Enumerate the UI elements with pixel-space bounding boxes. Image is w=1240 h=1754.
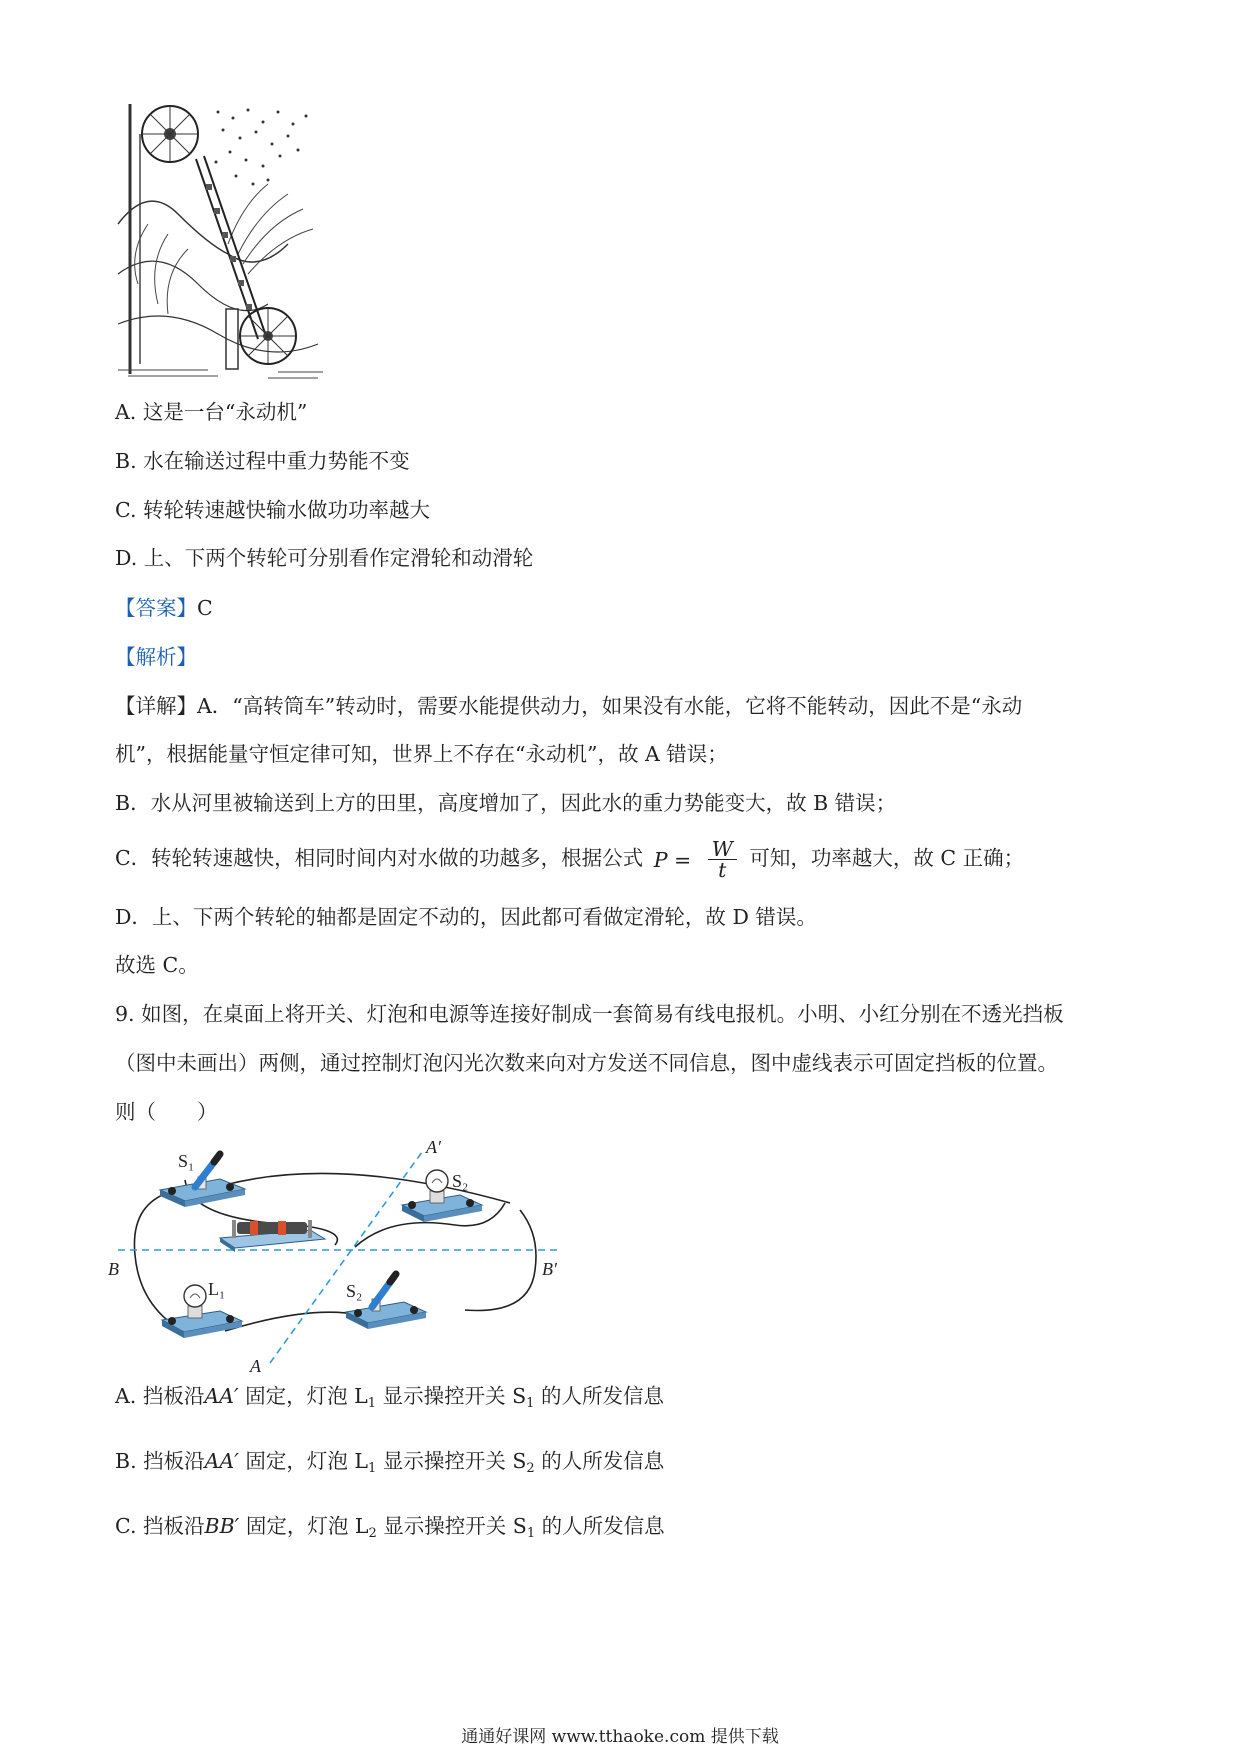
detail-4-pre: C．转轮转速越快，相同时间内对水做的功越多，根据公式 [115, 846, 644, 870]
q9-stem-3: 则（ ） [115, 1100, 218, 1124]
option-a-pre: A. 挡板沿 [115, 1384, 205, 1408]
lamp-l2 [402, 1170, 482, 1222]
label-s2-bottom: S₂ [346, 1281, 363, 1301]
option-b-lamp-sub: 1 [368, 1461, 377, 1476]
label-a-prime: A′ [426, 1137, 441, 1157]
option-a-post: 的人所发信息 [540, 1384, 664, 1408]
label-b: B [108, 1259, 119, 1279]
option-b-post: 的人所发信息 [541, 1449, 665, 1473]
option-a-mid2: 显示操控开关 S [382, 1384, 527, 1408]
option-b-pre: B. 挡板沿 [115, 1449, 205, 1473]
q9-option-c [115, 1512, 665, 1548]
option-a-mid: 固定，灯泡 L [245, 1384, 368, 1408]
footer-watermark: 通通好课网 www.tthaoke.com 提供下载 [461, 1727, 779, 1747]
switch-s1 [160, 1154, 245, 1207]
label-a: A [250, 1356, 261, 1376]
option-c-lamp-sub: 2 [368, 1526, 377, 1541]
option-c-mid: 固定，灯泡 L [245, 1514, 369, 1538]
q8-option-b: B. 水在输送过程中重力势能不变 [115, 449, 410, 473]
option-b-mid: 固定，灯泡 L [245, 1449, 369, 1473]
option-a-axis: AA′ [204, 1384, 239, 1408]
option-a-lamp-sub: 1 [367, 1396, 377, 1411]
answer-tag: 【答案】 [115, 596, 197, 620]
conclusion: 故选 C。 [115, 953, 199, 977]
answer-value: C [197, 596, 213, 620]
detail-line-2: 机”，根据能量守恒定律可知，世界上不存在“永动机”，故 A 错误； [115, 742, 728, 766]
q8-option-a: A. 这是一台“永动机” [115, 400, 308, 424]
formula-lhs: P = [653, 847, 692, 872]
label-l1: L₁ [208, 1279, 226, 1299]
label-b-prime: B′ [542, 1259, 557, 1279]
analysis-tag: 【解析】 [115, 645, 197, 669]
option-c-switch-sub: 1 [526, 1526, 536, 1541]
analysis-heading [115, 643, 197, 671]
battery [220, 1220, 325, 1252]
option-c-pre: C. 挡板沿 [115, 1514, 205, 1538]
label-s2-top: S₂ [452, 1171, 469, 1191]
q8-option-c: C. 转轮转速越快输水做功功率越大 [115, 498, 430, 522]
formula-denominator: t [718, 858, 727, 882]
detail-line-5: D．上、下两个转轮的轴都是固定不动的，因此都可看做定滑轮，故 D 错误。 [115, 905, 817, 929]
option-b-switch-sub: 2 [526, 1461, 535, 1476]
q9-option-b [115, 1447, 664, 1483]
waterwheel-illustration [118, 104, 328, 382]
option-b-axis: AA′ [204, 1449, 239, 1473]
power-formula [708, 839, 737, 880]
q9-option-a [115, 1382, 664, 1418]
telegraph-circuit-diagram [110, 1135, 570, 1375]
q9-stem-1: 9. 如图，在桌面上将开关、灯泡和电源等连接好制成一套简易有线电报机。小明、小红分别在不透光挡板 [115, 1002, 1064, 1026]
detail-4-post: 可知，功率越大，故 C 正确； [749, 846, 1025, 870]
q9-stem-2: （图中未画出）两侧，通过控制灯泡闪光次数来向对方发送不同信息，图中虚线表示可固定挡板的位置。 [115, 1051, 1058, 1075]
option-c-post: 的人所发信息 [541, 1514, 665, 1538]
option-c-axis: BB′ [204, 1514, 240, 1538]
option-a-switch-sub: 1 [526, 1396, 535, 1411]
q8-option-d: D. 上、下两个转轮可分别看作定滑轮和动滑轮 [115, 546, 534, 570]
formula-numerator: W [708, 839, 737, 860]
detail-line-4 [115, 836, 1024, 882]
detail-line-1: 【详解】A．“高转筒车”转动时，需要水能提供动力，如果没有水能，它将不能转动，因此不是“永动 [115, 694, 1023, 718]
line-aa-prime [270, 1152, 422, 1363]
option-b-mid2: 显示操控开关 S [382, 1449, 527, 1473]
answer-line [115, 594, 213, 622]
option-c-mid2: 显示操控开关 S [383, 1514, 527, 1538]
detail-line-3: B．水从河里被输送到上方的田里，高度增加了，因此水的重力势能变大，故 B 错误； [115, 791, 897, 815]
label-s1: S₁ [178, 1151, 195, 1171]
